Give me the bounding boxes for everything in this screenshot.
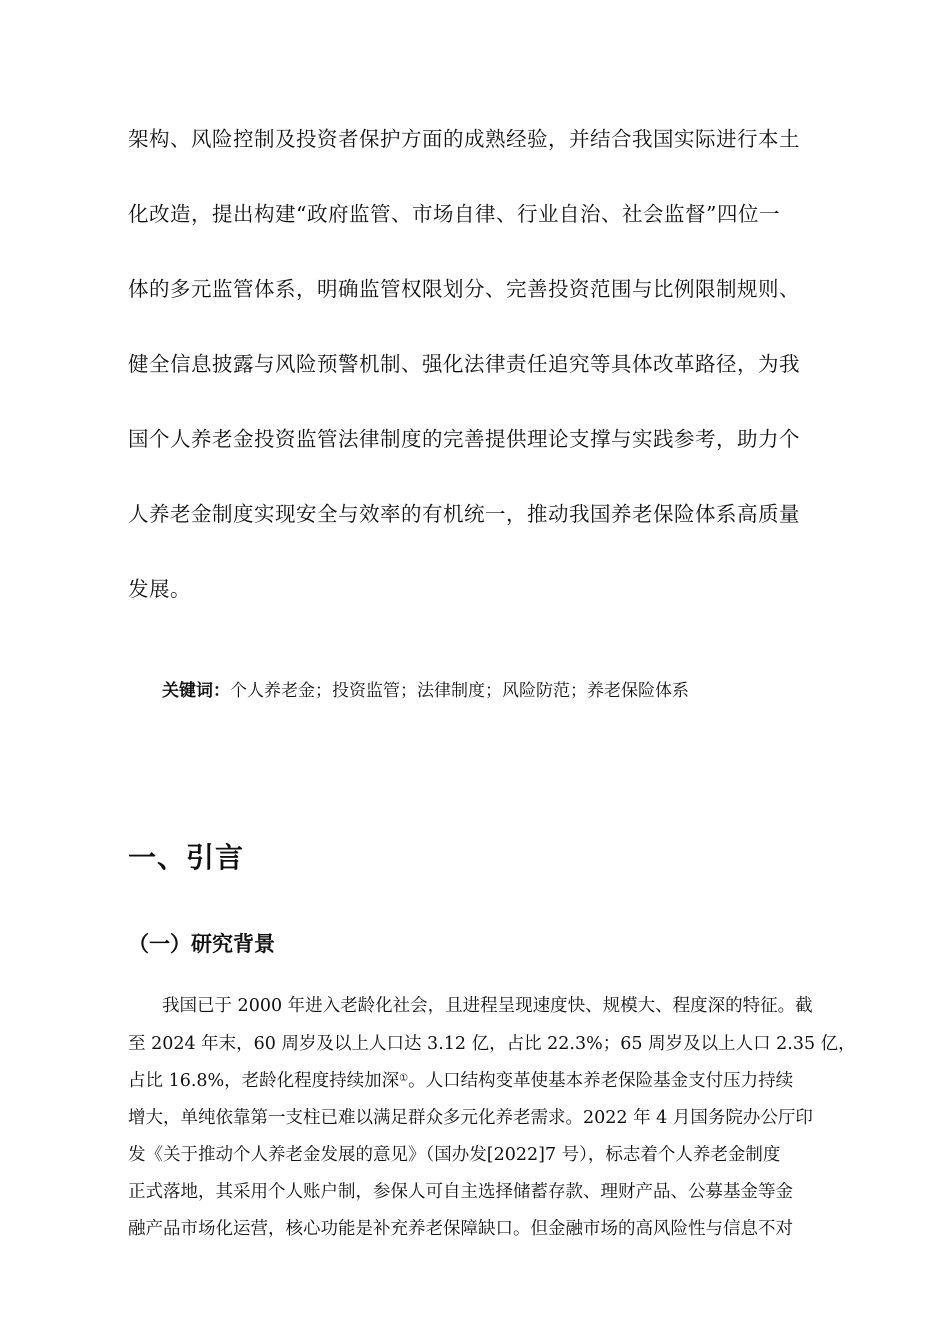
body-line-3 — [128, 1070, 793, 1092]
section-heading: 一、引言 — [128, 841, 245, 874]
body-line-5: 发《关于推动个人养老金发展的意见》（国办发[2022]7 号），标志着个人养老金制度 — [128, 1145, 781, 1165]
keywords-text: 个人养老金；投资监管；法律制度；风险防范；养老保险体系 — [230, 681, 689, 701]
keywords — [162, 676, 689, 701]
body-line-4: 增大，单纯依靠第一支柱已难以满足群众多元化养老需求。2022 年 4 月国务院办公厅印 — [128, 1108, 813, 1128]
body-line-6: 正式落地，其采用个人账户制，参保人可自主选择储蓄存款、理财产品、公募基金等金 — [128, 1182, 793, 1202]
abstract-line-4: 健全信息披露与风险预警机制、强化法律责任追究等具体改革路径，为我 — [128, 352, 800, 376]
abstract-line-3: 体的多元监管体系，明确监管权限划分、完善投资范围与比例限制规则、 — [128, 277, 800, 301]
body-line-7: 融产品市场化运营，核心功能是补充养老保障缺口。但金融市场的高风险性与信息不对 — [128, 1219, 793, 1239]
body-line-3-text: 占比 16.8%，老龄化程度持续加深 — [128, 1071, 400, 1091]
abstract-line-2: 化改造，提出构建“政府监管、市场自律、行业自治、社会监督”四位一 — [128, 202, 780, 226]
footnote-marker[interactable]: ① — [399, 1073, 409, 1084]
section-subheading: （一）研究背景 — [128, 932, 275, 956]
abstract-line-6: 人养老金制度实现安全与效率的有机统一，推动我国养老保险体系高质量 — [128, 502, 800, 526]
abstract-line-7: 发展。 — [128, 577, 191, 601]
keywords-label: 关键词： — [162, 681, 230, 701]
abstract-line-5: 国个人养老金投资监管法律制度的完善提供理论支撑与实践参考，助力个 — [128, 427, 800, 451]
body-line-1: 我国已于 2000 年进入老龄化社会，且进程呈现速度快、规模大、程度深的特征。截 — [162, 996, 813, 1016]
abstract-line-1: 架构、风险控制及投资者保护方面的成熟经验，并结合我国实际进行本土 — [128, 127, 800, 151]
body-line-3-rest: 。人口结构变革使基本养老保险基金支付压力持续 — [408, 1071, 794, 1091]
body-line-2: 至 2024 年末，60 周岁及以上人口达 3.12 亿，占比 22.3%；65 周岁及以上人口 2.35 亿， — [128, 1034, 856, 1054]
